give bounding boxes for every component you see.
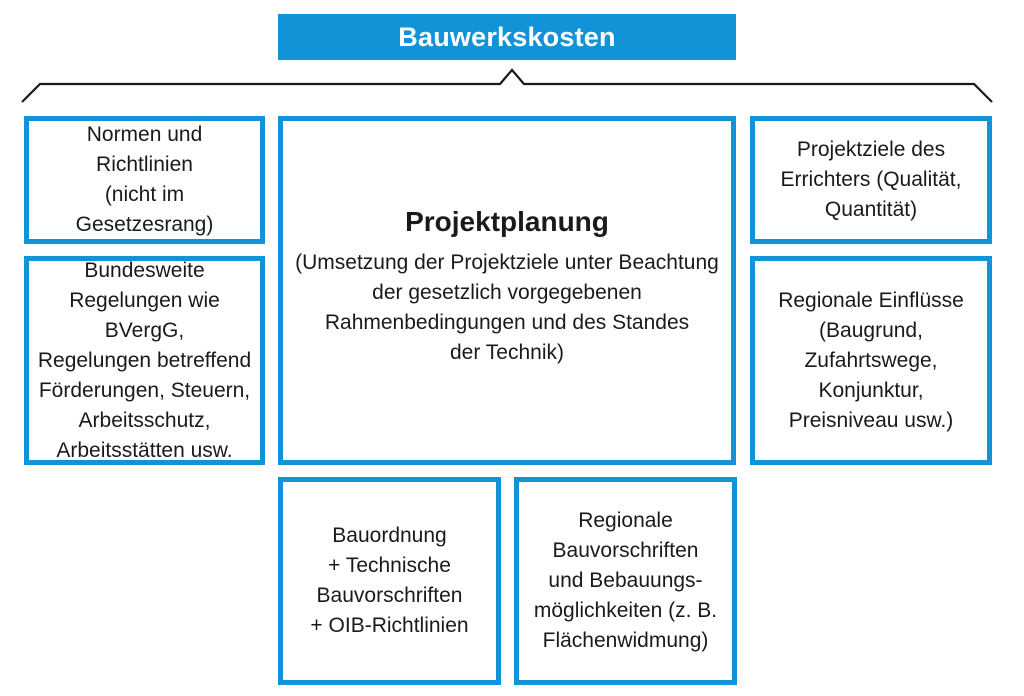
bauordnung-text: Bauordnung + Technische Bauvorschriften + OIB-Richtlinien — [310, 524, 469, 637]
normen-text: Normen und Richtlinien (nicht im Gesetzesrang) — [75, 123, 214, 236]
projektplanung-text: (Umsetzung der Projektziele unter Beachtung der gesetzlich vorgegebenen Rahmenbedingungen und des Standes der Technik) — [295, 250, 719, 364]
bundesweit-text: Bundesweite Regelungen wie BVergG, Regelungen betreffend Förderungen, Steuern, Arbeitsschutz, Arbeitsstätten usw. — [37, 258, 252, 462]
grouping-brace — [0, 0, 1024, 110]
box-regionale-einfluesse — [750, 256, 992, 465]
diagram-title: Bauwerkskosten — [398, 21, 616, 52]
regionale-bauvorschriften-text: Regionale Bauvorschriften und Bebauungs- möglichkeiten (z. B. Flächenwidmung) — [533, 509, 718, 652]
box-projektziele — [750, 116, 992, 244]
projektplanung-heading: Projektplanung — [405, 205, 609, 237]
box-bauordnung — [278, 477, 501, 685]
box-regionale-bauvorschriften — [514, 477, 737, 685]
box-projektplanung — [278, 116, 736, 465]
box-normen — [24, 116, 265, 244]
projektziele-text: Projektziele des Errichters (Qualität, Quantität) — [780, 138, 962, 221]
box-bundesweit — [24, 256, 265, 465]
regionale-einfluesse-text: Regionale Einflüsse (Baugrund, Zufahrtswege, Konjunktur, Preisniveau usw.) — [778, 288, 964, 432]
projektplanung-content — [295, 204, 719, 368]
